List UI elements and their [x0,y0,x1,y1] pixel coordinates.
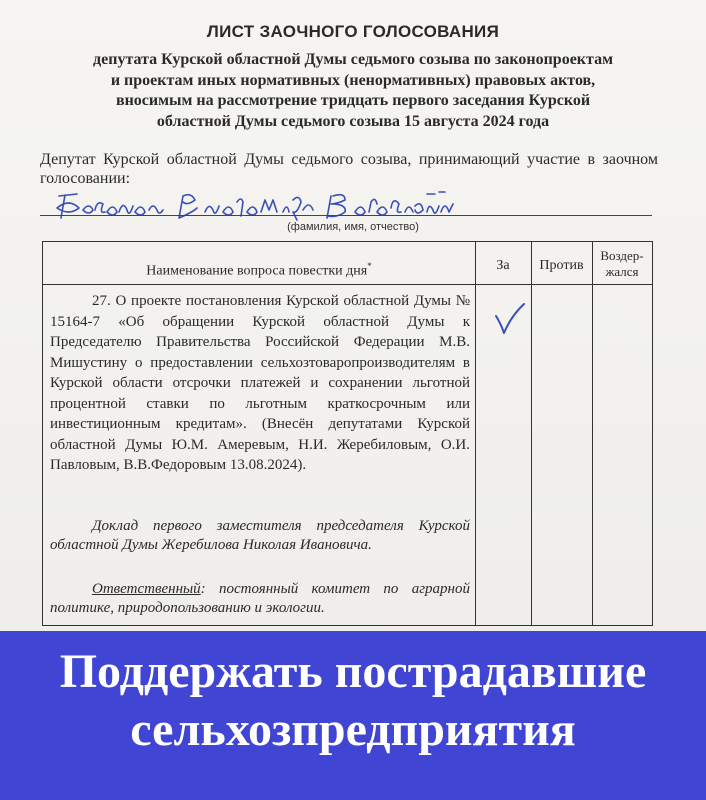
header-for: За [496,258,510,273]
subtitle-line: депутата Курской областной Думы седьмого созыва по законопроектам [93,51,613,68]
header-question [43,258,475,280]
caption-banner [0,631,706,800]
responsible-label: Ответственный [92,581,201,597]
agenda-item-report: Доклад первого заместителя председателя Курской областной Думы Жеребилова Николая Ивановича. [50,518,470,553]
subtitle-line: вносимым на рассмотрение тридцать первого заседания Курской [115,92,591,109]
responsible-text: : постоянный комитет по аграрной политике, природопользованию и экологии. [50,581,470,616]
banner-line: Поддержать пострадавшие [59,645,647,698]
checkmark-icon [493,302,527,338]
voting-table [42,241,653,626]
document-subtitle [40,50,666,132]
header-footnote-mark: * [367,261,372,271]
signature-caption: (фамилия, имя, отчество) [287,221,419,233]
agenda-item-responsible [50,580,470,618]
banner-text [0,643,706,759]
header-abstained-line: Воздер- [600,248,644,263]
column-divider [475,242,476,625]
subtitle-line: и проектам иных нормативных (ненормативных) правовых актов, [110,71,596,89]
header-abstained-line: жался [605,264,639,279]
column-divider [592,242,593,625]
header-question-label: Наименование вопроса повестки дня [146,263,368,279]
deputy-signature [55,188,455,222]
banner-line: сельхозпредприятия [130,703,576,756]
header-abstained [592,248,652,280]
signature-line [40,215,652,216]
document-title: ЛИСТ ЗАОЧНОГО ГОЛОСОВАНИЯ [206,22,500,41]
subtitle-line: областной Думы седьмого созыва 15 августа 2024 года [156,112,550,130]
deputy-intro: Депутат Курской областной Думы седьмого созыва, принимающий участие в заочном голосовании: [40,151,658,187]
column-divider [531,242,532,625]
header-against: Против [539,258,584,273]
agenda-item-text: 27. О проекте постановления Курской областной Думы № 15164-7 «Об обращении Курской областной Думы к Председателю Правительства Российской Федерации М.В. Мишустину о предоставлении сельхозтоваропроизводителям в Курской области отсрочки платежей и сохранении льготной процентной ставки по льготным краткосрочным или инвестиционным кредитам». (Внесён депутатами Курской областной Думы Ю.М. Амеревым, Н.И. Жеребиловым, О.И. Павловым, В.В.Федоровым 13.08.2024). [50,293,470,473]
header-divider [43,284,652,285]
